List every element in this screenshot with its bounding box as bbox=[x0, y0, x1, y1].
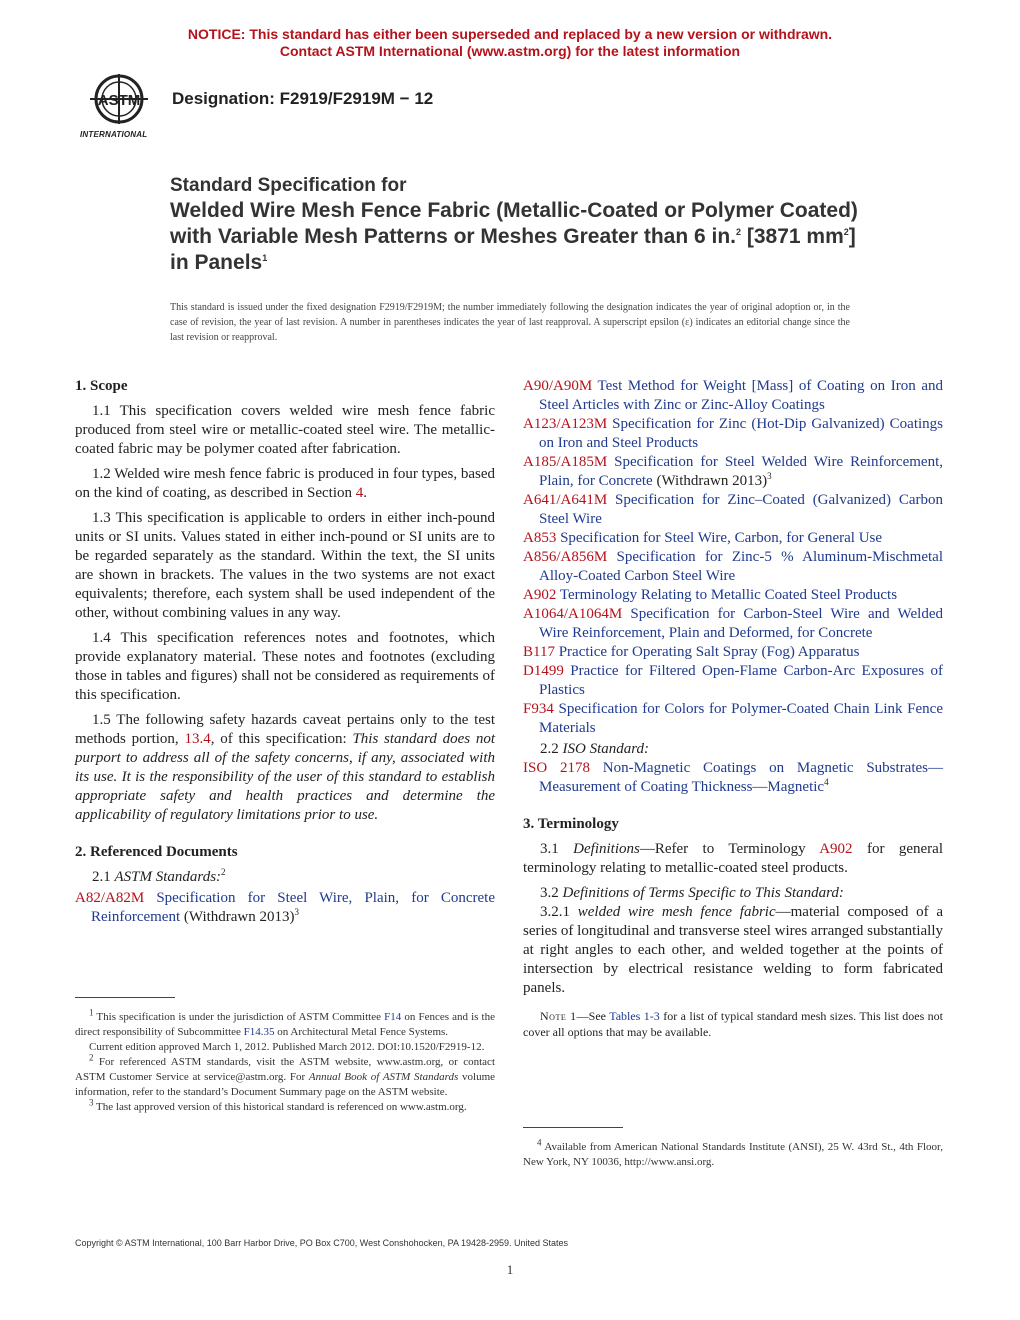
term-3-2-1-definition: —material composed of a series of longitudinal and transverse steel wires arranged substantially at right angles to each other, and welded together at the points of intersection by electrical resistance welding to form fabricated panels. bbox=[523, 904, 943, 996]
footnote-2 bbox=[75, 1052, 496, 1100]
astm-standards-label: ASTM Standards: bbox=[114, 869, 222, 885]
iso-subhead-label: ISO Standard: bbox=[562, 741, 650, 757]
left-footnotes bbox=[75, 997, 495, 1115]
page-number: 1 bbox=[506, 1262, 514, 1277]
scope-1-5-text: 1.5 The following safety hazards caveat pertains only to the test methods portion, bbox=[75, 712, 495, 747]
ref-item-withdrawn: (Withdrawn 2013) bbox=[652, 473, 768, 489]
footnote-1-text-a: This specification is under the jurisdiction of ASTM Committee bbox=[93, 1011, 385, 1023]
footnote-1 bbox=[75, 1007, 496, 1040]
ref-iso-2178-code[interactable]: ISO 2178 bbox=[523, 760, 590, 776]
right-footnotes bbox=[523, 1127, 943, 1170]
footnote-2-ref[interactable]: 2 bbox=[221, 867, 226, 877]
title-main bbox=[170, 198, 870, 276]
footnote-2-text-a: For referenced ASTM standards, visit the ASTM website, www.astm.org, or contact ASTM Customer Service at service@astm.org. For bbox=[75, 1056, 495, 1083]
astm-standards-num: 2.1 bbox=[92, 869, 115, 885]
ref-item-code[interactable]: A90/A90M bbox=[523, 378, 593, 394]
iso-standard-subhead bbox=[523, 740, 943, 759]
scope-1-5 bbox=[75, 711, 495, 825]
notice-line-2: Contact ASTM International (www.astm.org) for the latest information bbox=[279, 43, 741, 59]
section-13-4-link[interactable]: 13.4 bbox=[184, 731, 211, 747]
note-1-lead: Note 1 bbox=[540, 1009, 577, 1023]
ref-item bbox=[523, 491, 943, 529]
note-1-text-a: —See bbox=[576, 1009, 610, 1023]
footnote-4-mark: 4 bbox=[537, 1137, 542, 1148]
title-sup-1: 2 bbox=[736, 227, 742, 237]
copyright-line: Copyright © ASTM International, 100 Barr Harbor Drive, PO Box C700, West Conshohocken, PA 19428-2959. United States bbox=[75, 1238, 569, 1248]
astm-logo bbox=[76, 72, 162, 144]
term-3-2-1 bbox=[523, 903, 943, 998]
ref-item-code[interactable]: A856/A856M bbox=[523, 549, 608, 565]
ref-item-title[interactable]: Specification for Zinc-5 % Aluminum-Mischmetal Alloy-Coated Carbon Steel Wire bbox=[539, 549, 943, 584]
footnote-4-text: Available from American National Standards Institute (ANSI), 25 W. 43rd St., 4th Floor, New York, NY 10036, http://www.ansi.org. bbox=[523, 1141, 943, 1168]
ref-item-title[interactable]: Practice for Operating Salt Spray (Fog) Apparatus bbox=[554, 644, 860, 660]
ref-item bbox=[523, 700, 943, 738]
term-3-2 bbox=[523, 884, 943, 903]
title-main-a: Welded Wire Mesh Fence Fabric (Metallic-Coated or Polymer Coated) with Variable Mesh Patterns or Meshes Greater than 6 in. bbox=[170, 199, 858, 248]
scope-heading: 1. Scope bbox=[75, 378, 128, 394]
ref-item bbox=[523, 529, 943, 548]
refdocs-heading: 2. Referenced Documents bbox=[75, 844, 238, 860]
safety-caveat: This standard does not purport to address all of the safety concerns, if any, associated with its use. It is the responsibility of the user of this standard to establish appropriate safety and health practices and determine the applicability of regulatory limitations prior to use. bbox=[75, 731, 496, 823]
term-3-2-num: 3.2 bbox=[540, 885, 563, 901]
ref-item bbox=[523, 605, 943, 643]
footnote-1-text-b: on Fences and is the direct responsibility of Subcommittee bbox=[75, 1011, 496, 1038]
ref-a82 bbox=[75, 889, 495, 927]
title-line-1: Standard Specification for bbox=[170, 175, 407, 196]
designation: Designation: F2919/F2919M − 12 bbox=[172, 89, 434, 108]
ref-item bbox=[523, 586, 943, 605]
title-sup-2: 2 bbox=[843, 227, 849, 237]
footnote-3-text: The last approved version of this historical standard is referenced on www.astm.org. bbox=[93, 1101, 467, 1113]
term-3-2-label: Definitions of Terms Specific to This Standard: bbox=[562, 885, 844, 901]
ref-item-title[interactable]: Specification for Steel Wire, Carbon, for General Use bbox=[556, 530, 883, 546]
ref-item-code[interactable]: F934 bbox=[523, 701, 554, 717]
term-3-1-text-a: —Refer to Terminology bbox=[639, 841, 820, 857]
ref-item-title[interactable]: Specification for Colors for Polymer-Coated Chain Link Fence Materials bbox=[539, 701, 943, 736]
note-1 bbox=[523, 1008, 943, 1040]
ref-item-title[interactable]: Terminology Relating to Metallic Coated Steel Products bbox=[556, 587, 898, 603]
ref-item-title[interactable]: Test Method for Weight [Mass] of Coating on Iron and Steel Articles with Zinc or Zinc-Alloy Coatings bbox=[539, 378, 943, 413]
footnote-3-mark: 3 bbox=[89, 1097, 94, 1108]
note-1-text-b: for a list of typical standard mesh sizes. This list does not cover all options that may be available. bbox=[523, 1009, 943, 1039]
section-4-link[interactable]: 4 bbox=[355, 485, 364, 501]
footnote-4 bbox=[523, 1137, 943, 1170]
footnote-2-book: Annual Book of ASTM Standards bbox=[308, 1071, 459, 1083]
ref-a82-withdrawn: (Withdrawn 2013) bbox=[180, 909, 295, 925]
title-footnote-ref[interactable]: 1 bbox=[262, 253, 268, 263]
scope-1-2-text: 1.2 Welded wire mesh fence fabric is produced in four types, based on the kind of coating, as described in Section bbox=[75, 466, 495, 501]
term-3-2-1-label: welded wire mesh fence fabric bbox=[577, 904, 776, 920]
issue-note: This standard is issued under the fixed designation F2919/F2919M; the number immediately following the designation indicates the year of original adoption or, in the case of revision, the year of last revision. A number in parentheses indicates the year of last reapproval. A superscript epsilon (ε) indicates an editorial change since the last revision or reapproval. bbox=[170, 302, 850, 343]
notice-line-1: NOTICE: This standard has either been superseded and replaced by a new version or withdrawn. bbox=[187, 26, 833, 42]
ref-item-title[interactable]: Specification for Zinc (Hot-Dip Galvanized) Coatings on Iron and Steel Products bbox=[539, 416, 943, 451]
logo-mark-text: ASTM bbox=[97, 92, 141, 109]
term-3-1-label: Definitions bbox=[573, 841, 640, 857]
term-3-1-text-b: for general terminology relating to metallic-coated steel products. bbox=[523, 841, 943, 876]
footnote-2-text-b: volume information, refer to the standard’s Document Summary page on the ASTM website. bbox=[75, 1071, 496, 1098]
ref-item-code[interactable]: A1064/A1064M bbox=[523, 606, 623, 622]
left-column bbox=[75, 377, 495, 927]
scope-1-1: 1.1 This specification covers welded wire mesh fence fabric produced from steel wire or metallic-coated steel wire. The metallic-coated fabric may be polymer coated after fabrication. bbox=[75, 403, 495, 457]
footnote-1-text-c: on Architectural Metal Fence Systems. bbox=[274, 1026, 449, 1038]
ref-item-code[interactable]: B117 bbox=[523, 644, 555, 660]
ref-item bbox=[523, 377, 943, 415]
ref-item-code[interactable]: A123/A123M bbox=[523, 416, 608, 432]
footnote-rule-right bbox=[523, 1127, 623, 1128]
scope-1-4: 1.4 This specification references notes and footnotes, which provide explanatory material. These notes and footnotes (excluding those in tables and figures) shall not be considered as requirements of this specification. bbox=[75, 630, 495, 703]
title-main-b: [3871 mm bbox=[741, 225, 844, 248]
footnote-1-mark: 1 bbox=[89, 1007, 94, 1018]
ref-item-title[interactable]: Practice for Filtered Open-Flame Carbon-Arc Exposures of Plastics bbox=[539, 663, 943, 698]
ref-item-code[interactable]: D1499 bbox=[523, 663, 564, 679]
ref-iso-2178 bbox=[523, 759, 943, 797]
term-3-2-1-num: 3.2.1 bbox=[540, 904, 578, 920]
ref-item-code[interactable]: A641/A641M bbox=[523, 492, 608, 508]
ref-item-code[interactable]: A853 bbox=[523, 530, 557, 546]
ref-item-footnote-ref[interactable]: 3 bbox=[767, 471, 772, 481]
referenced-standards-list bbox=[523, 377, 943, 738]
term-3-1-num: 3.1 bbox=[540, 841, 574, 857]
ref-item bbox=[523, 453, 943, 491]
ref-a82-code[interactable]: A82/A82M bbox=[75, 890, 145, 906]
title-main-c: ] in Panels bbox=[170, 225, 856, 274]
ref-item-code[interactable]: A185/A185M bbox=[523, 454, 608, 470]
document-title bbox=[170, 174, 870, 276]
ref-a82-title[interactable]: Specification for Steel Wire, Plain, for Concrete Reinforcement bbox=[91, 890, 495, 925]
footnote-4-ref[interactable]: 4 bbox=[824, 777, 829, 787]
terminology-heading: 3. Terminology bbox=[523, 816, 619, 832]
supersede-notice bbox=[0, 26, 1020, 60]
footnote-3-ref[interactable]: 3 bbox=[294, 907, 300, 917]
astm-standards-subhead bbox=[75, 868, 495, 887]
ref-item bbox=[523, 662, 943, 700]
ref-item bbox=[523, 643, 943, 662]
ref-item bbox=[523, 548, 943, 586]
scope-1-3: 1.3 This specification is applicable to orders in either inch-pound units or SI units. Values stated in either inch-pound or SI units are to be regarded separately as the standard. Within the text, the SI units are shown in brackets. The values in the two systems are not exact equivalents; therefore, each system shall be used independent of the other, without combining values in any way. bbox=[75, 510, 495, 621]
scope-1-2-end: . bbox=[363, 485, 368, 501]
footnote-1-approval: Current edition approved March 1, 2012. Published March 2012. DOI:10.1520/F2919-12. bbox=[89, 1041, 485, 1053]
ref-item-title[interactable]: Specification for Steel Welded Wire Reinforcement, Plain, for Concrete bbox=[539, 454, 943, 489]
right-column bbox=[523, 377, 943, 1040]
subcommittee-f14-35-link[interactable]: F14.35 bbox=[243, 1026, 275, 1038]
a902-link[interactable]: A902 bbox=[819, 841, 853, 857]
ref-item bbox=[523, 415, 943, 453]
logo-label: INTERNATIONAL bbox=[80, 130, 148, 139]
tables-1-3-link[interactable]: Tables 1-3 bbox=[609, 1009, 660, 1023]
ref-item-code[interactable]: A902 bbox=[523, 587, 557, 603]
term-3-1 bbox=[523, 840, 943, 878]
ref-iso-2178-title[interactable]: Non-Magnetic Coatings on Magnetic Substrates—Measurement of Coating Thickness—Magnetic bbox=[539, 760, 944, 795]
ref-item-title[interactable]: Specification for Zinc–Coated (Galvanized) Carbon Steel Wire bbox=[539, 492, 943, 527]
iso-subhead-num: 2.2 bbox=[540, 741, 563, 757]
footnote-2-mark: 2 bbox=[89, 1052, 94, 1063]
ref-item-title[interactable]: Specification for Carbon-Steel Wire and Welded Wire Reinforcement, Plain and Deformed, for Concrete bbox=[539, 606, 943, 641]
footnote-3 bbox=[75, 1097, 495, 1115]
committee-f14-link[interactable]: F14 bbox=[384, 1011, 402, 1023]
footnote-rule bbox=[75, 997, 175, 998]
scope-1-2 bbox=[75, 465, 495, 503]
scope-1-5-mid: , of this specification: bbox=[210, 731, 353, 747]
